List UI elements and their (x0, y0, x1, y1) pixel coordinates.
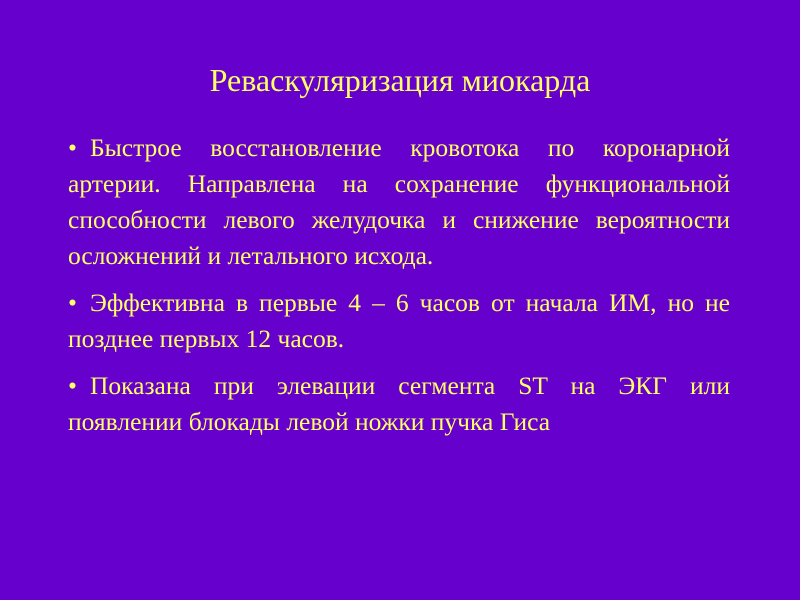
bullet-text: Эффективна в первые 4 – 6 часов от начала ИМ, но не позднее первых 12 часов. (68, 288, 730, 353)
slide-title: Реваскуляризация миокарда (209, 62, 591, 98)
bullet-marker: • (68, 133, 77, 162)
bullet-marker: • (68, 371, 77, 400)
bullet-item (68, 130, 730, 274)
bullet-item (68, 285, 730, 357)
bullet-item (68, 368, 730, 440)
bullet-text: Быстрое восстановление кровотока по коронарной артерии. Направлена на сохранение функциональной способности левого желудочка и снижение вероятности осложнений и летального исхода. (68, 133, 730, 270)
bullet-text: Показана при элевации сегмента ST на ЭКГ или появлении блокады левой ножки пучка Гиса (68, 371, 730, 436)
bullet-marker: • (68, 288, 77, 317)
bullet-list (68, 130, 730, 451)
